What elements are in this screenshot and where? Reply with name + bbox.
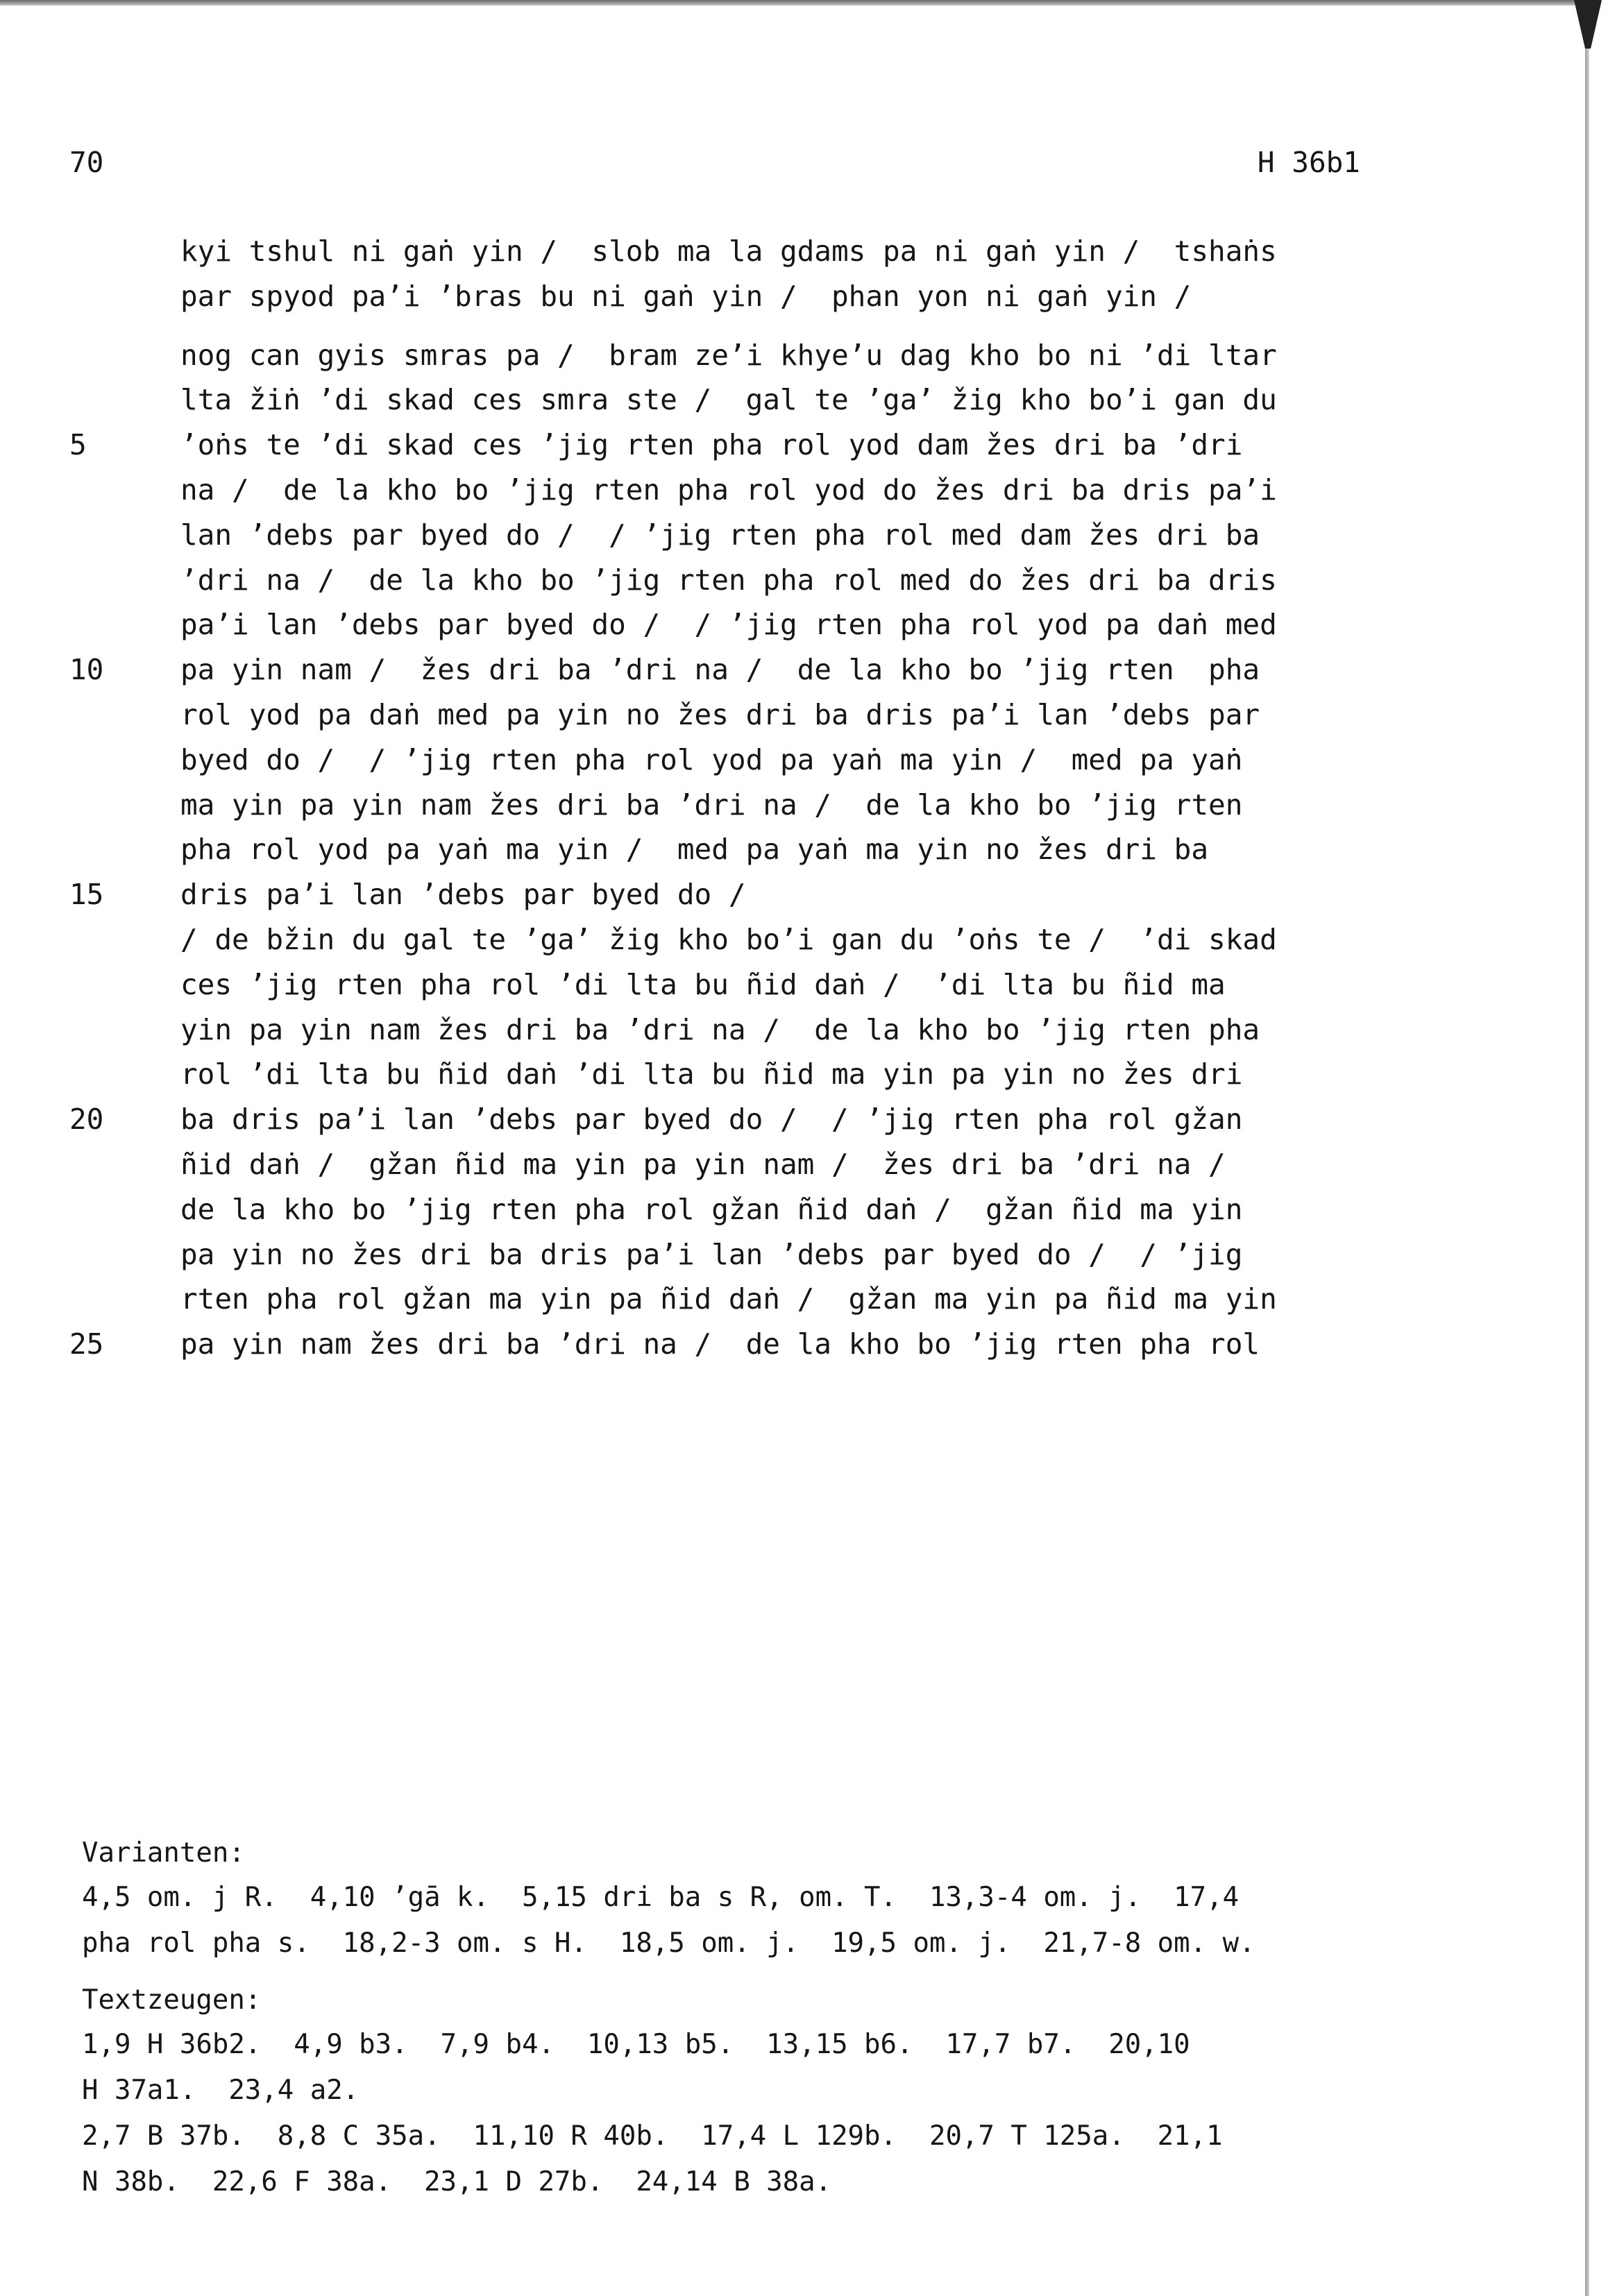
witnesses-line: N 38b. 22,6 F 38a. 23,1 D 27b. 24,14 B 38a. [82,2166,832,2197]
line-text: ’dri na / de la kho bo ’jig rten pha rol med do žes dri ba dris [180,563,1277,597]
text-line [69,692,1409,738]
text-line [69,1232,1409,1277]
folio-reference: H 36b1 [1257,146,1360,179]
text-line [69,423,1409,468]
text-line [69,1142,1409,1187]
line-text: ba dris pa’i lan ’debs par byed do / / ’jig rten pha rol gžan [180,1103,1243,1137]
apparatus-gap [82,1966,1421,1979]
text-line [69,917,1409,962]
text-line [69,962,1409,1007]
line-text: pa’i lan ’debs par byed do / / ’jig rten pha rol yod pa daṅ med [180,608,1277,642]
line-text: rten pha rol gžan ma yin pa ñid daṅ / gžan ma yin pa ñid ma yin [180,1282,1277,1316]
line-text: / de bžin du gal te ’ga’ žig kho bo’i gan du ’oṅs te / ’di skad [180,922,1277,956]
line-text: pa yin nam / žes dri ba ’dri na / de la kho bo ’jig rten pha [180,653,1260,687]
line-text: ñid daṅ / gžan ñid ma yin pa yin nam / žes dri ba ’dri na / [180,1147,1226,1181]
line-text: lta žiṅ ’di skad ces smra ste / gal te ’ga’ žig kho bo’i gan du [180,383,1277,417]
text-line [69,1187,1409,1232]
text-line [69,274,1409,319]
text-line [69,827,1409,872]
line-text: dris pa’i lan ’debs par byed do / [180,878,746,912]
text-line [69,513,1409,558]
variants-line: 4,5 om. j R. 4,10 ’gā k. 5,15 dri ba s R, om. T. 13,3-4 om. j. 17,4 [82,1882,1240,1913]
line-text: ma yin pa yin nam žes dri ba ’dri na / de la kho bo ’jig rten [180,788,1243,822]
text-line [69,872,1409,917]
line-text: rol yod pa daṅ med pa yin no žes dri ba dris pa’i lan ’debs par [180,697,1260,731]
right-scan-edge [1585,0,1589,2296]
variants-line: pha rol pha s. 18,2-3 om. s H. 18,5 om. j. 19,5 om. j. 21,7-8 om. w. [82,1928,1255,1959]
text-line [69,647,1409,692]
text-line [69,229,1409,274]
main-text [69,229,1409,1367]
text-line [69,468,1409,513]
corner-scan-mark [1574,0,1602,49]
text-line [69,1007,1409,1053]
line-number: 15 [69,878,104,912]
text-line [69,1322,1409,1367]
top-scan-edge [0,0,1589,6]
text-line [69,738,1409,783]
line-text: byed do / / ’jig rten pha rol yod pa yaṅ ma yin / med pa yaṅ [180,742,1243,776]
line-text: na / de la kho bo ’jig rten pha rol yod do žes dri ba dris pa’i [180,473,1277,507]
line-text: rol ’di lta bu ñid daṅ ’di lta bu ñid ma yin pa yin no žes dri [180,1057,1243,1091]
text-line [69,1097,1409,1142]
line-number: 10 [69,653,104,687]
line-number: 20 [69,1103,104,1137]
line-number: 5 [69,428,87,462]
line-text: yin pa yin nam žes dri ba ’dri na / de la kho bo ’jig rten pha [180,1012,1260,1046]
witnesses-line: H 37a1. 23,4 a2. [82,2075,360,2106]
line-text: ’oṅs te ’di skad ces ’jig rten pha rol yod dam žes dri ba ’dri [180,428,1243,462]
critical-apparatus [82,1832,1421,2205]
witnesses-heading: Textzeugen: [82,1984,262,2016]
text-line [69,377,1409,423]
line-text: kyi tshul ni gaṅ yin / slob ma la gdams pa ni gaṅ yin / tshaṅs [180,235,1277,268]
paragraph-gap [69,319,1409,333]
text-line [69,1052,1409,1097]
text-line [69,602,1409,647]
witnesses-line: 2,7 B 37b. 8,8 C 35a. 11,10 R 40b. 17,4 L 129b. 20,7 T 125a. 21,1 [82,2120,1223,2152]
line-text: ces ’jig rten pha rol ’di lta bu ñid daṅ / ’di lta bu ñid ma [180,967,1226,1001]
line-text: de la kho bo ’jig rten pha rol gžan ñid daṅ / gžan ñid ma yin [180,1192,1243,1226]
line-number: 25 [69,1327,104,1361]
line-text: pha rol yod pa yaṅ ma yin / med pa yaṅ ma yin no žes dri ba [180,833,1209,867]
line-text: pa yin nam žes dri ba ’dri na / de la kho bo ’jig rten pha rol [180,1327,1260,1361]
variants-heading: Varianten: [82,1837,245,1869]
line-text: par spyod pa’i ’bras bu ni gaṅ yin / phan yon ni gaṅ yin / [180,279,1192,313]
text-line [69,783,1409,828]
line-text: nog can gyis smras pa / bram ze’i khye’u dag kho bo ni ’di ltar [180,338,1277,372]
page-number: 70 [69,146,104,179]
witnesses-line: 1,9 H 36b2. 4,9 b3. 7,9 b4. 10,13 b5. 13,15 b6. 17,7 b7. 20,10 [82,2029,1190,2060]
text-line [69,558,1409,603]
line-text: lan ’debs par byed do / / ’jig rten pha rol med dam žes dri ba [180,518,1260,552]
text-line [69,1277,1409,1322]
line-text: pa yin no žes dri ba dris pa’i lan ’debs par byed do / / ’jig [180,1237,1243,1271]
text-line [69,333,1409,378]
